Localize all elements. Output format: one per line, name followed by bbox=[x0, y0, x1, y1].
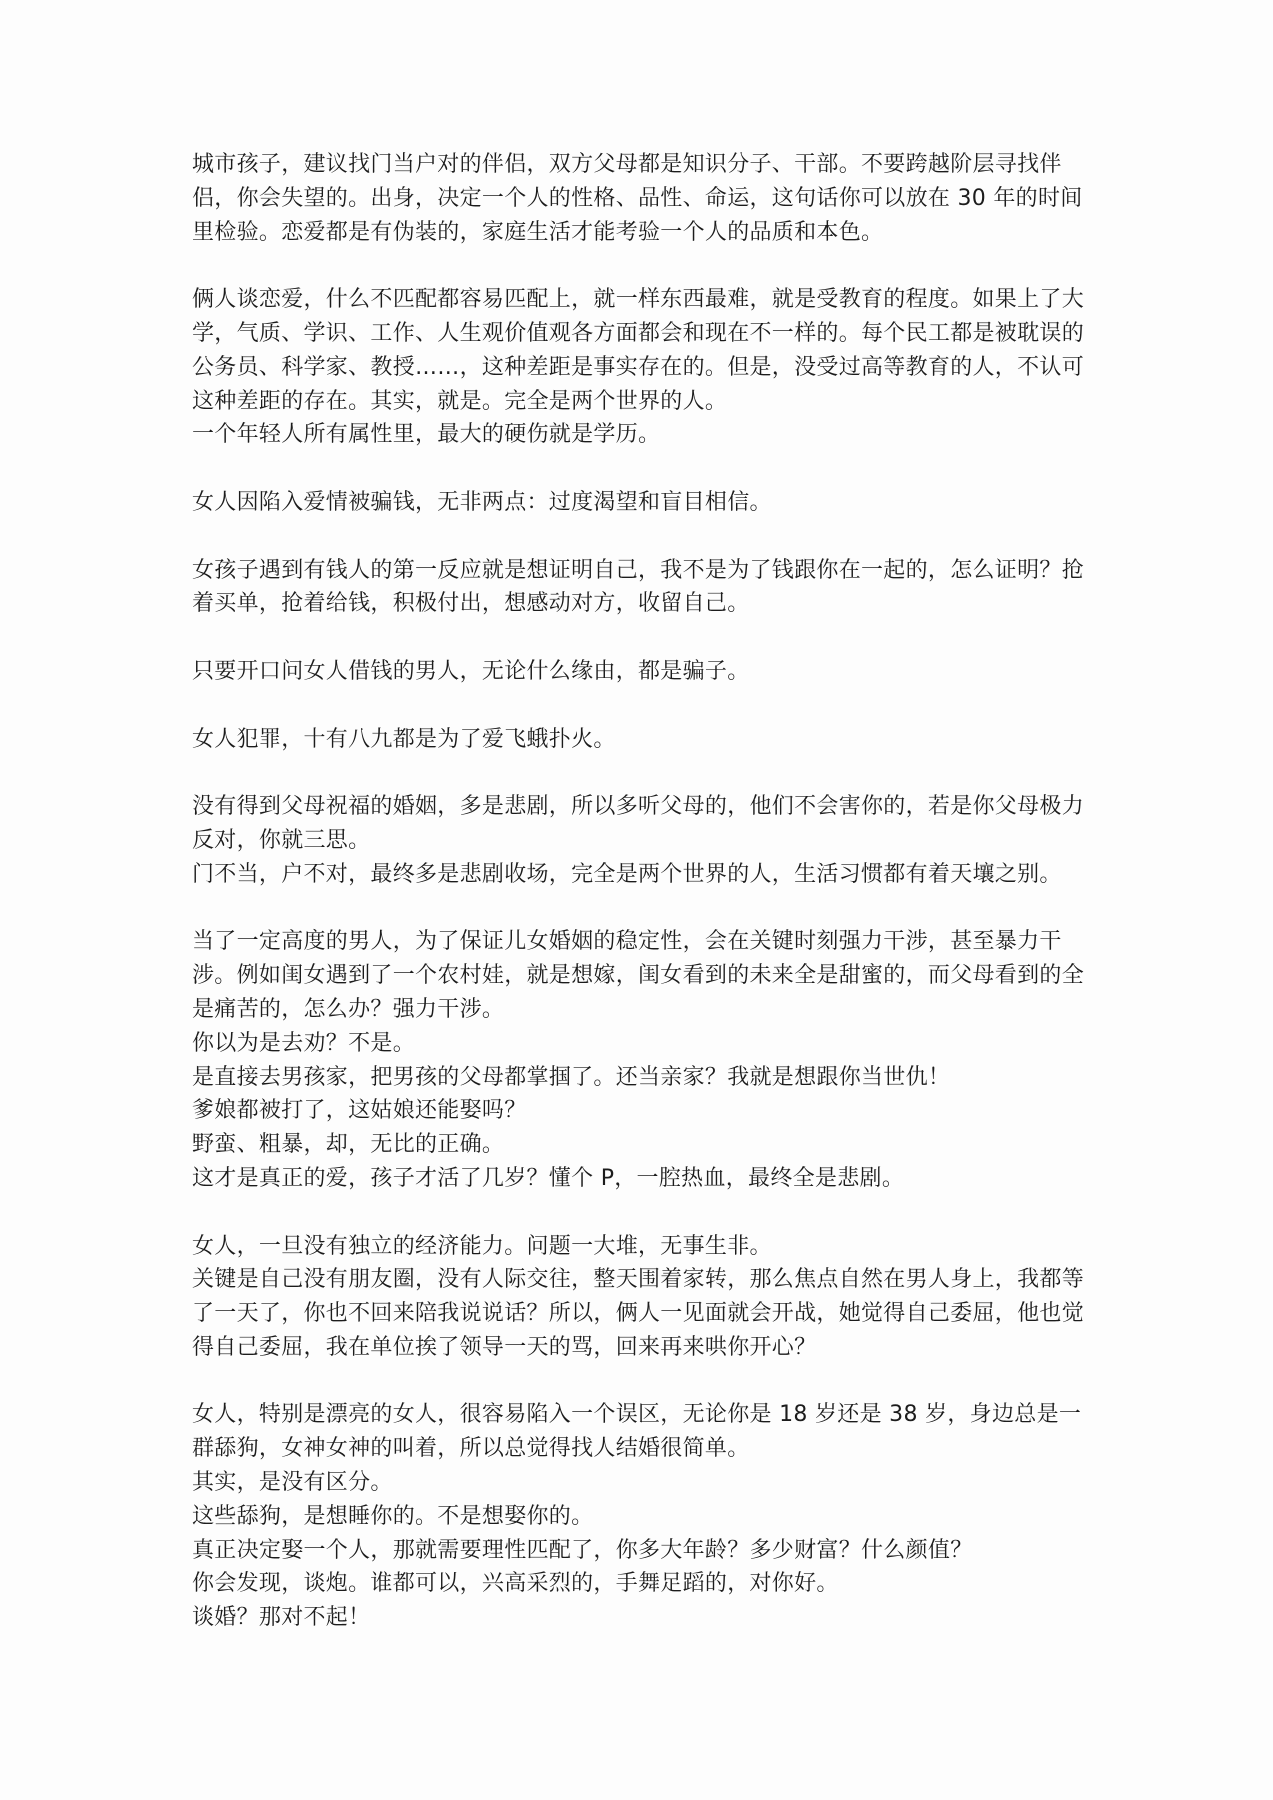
text-line: 女人，特别是漂亮的女人，很容易陷入一个误区，无论你是 18 岁还是 38 岁，身边总是一群舔狗，女神女神的叫着，所以总觉得找人结婚很简单。 bbox=[192, 1402, 1082, 1462]
paragraph bbox=[192, 283, 1092, 452]
text-line: 你以为是去劝？不是。 bbox=[192, 1030, 416, 1056]
paragraph bbox=[192, 148, 1092, 249]
document-body bbox=[192, 148, 1092, 1669]
text-line: 女人因陷入爱情被骗钱，无非两点：过度渴望和盲目相信。 bbox=[192, 489, 772, 515]
text-line: 女人，一旦没有独立的经济能力。问题一大堆，无事生非。 bbox=[192, 1233, 772, 1259]
text-line: 一个年轻人所有属性里，最大的硬伤就是学历。 bbox=[192, 422, 661, 448]
paragraph bbox=[192, 655, 1092, 689]
text-line: 你会发现，谈炮。谁都可以，兴高采烈的，手舞足蹈的，对你好。 bbox=[192, 1571, 839, 1597]
text-line: 俩人谈恋爱，什么不匹配都容易匹配上，就一样东西最难，就是受教育的程度。如果上了大学，气质、学识、工作、人生观价值观各方面都会和现在不一样的。每个民工都是被耽误的公务员、科学家、教授……，这种差距是事实存在的。但是，没受过高等教育的人，不认可这种差距的存在。其实，就是。完全是两个世界的人。 bbox=[192, 287, 1085, 414]
text-line: 谈婚？那对不起！ bbox=[192, 1605, 371, 1631]
text-line: 这些舔狗，是想睡你的。不是想娶你的。 bbox=[192, 1503, 594, 1529]
text-line: 野蛮、粗暴，却，无比的正确。 bbox=[192, 1132, 505, 1158]
text-line: 没有得到父母祝福的婚姻，多是悲剧，所以多听父母的，他们不会害你的，若是你父母极力反对，你就三思。 bbox=[192, 794, 1085, 853]
text-line: 关键是自己没有朋友圈，没有人际交往，整天围着家转，那么焦点自然在男人身上，我都等了一天了，你也不回来陪我说说话？所以，俩人一见面就会开战，她觉得自己委屈，他也觉得自己委屈，我在单位挨了领导一天的骂，回来再来哄你开心？ bbox=[192, 1267, 1085, 1360]
text-line: 城市孩子，建议找门当户对的伴侣，双方父母都是知识分子、干部。不要跨越阶层寻找伴侣，你会失望的。出身，决定一个人的性格、品性、命运，这句话你可以放在 30 年的时间里检验。恋爱都是有伪装的，家庭生活才能考验一个人的品质和本色。 bbox=[192, 152, 1083, 245]
text-line: 只要开口问女人借钱的男人，无论什么缘由，都是骗子。 bbox=[192, 658, 750, 684]
text-line: 这才是真正的爱，孩子才活了几岁？懂个 P，一腔热血，最终全是悲剧。 bbox=[192, 1165, 905, 1191]
text-line: 真正决定娶一个人，那就需要理性匹配了，你多大年龄？多少财富？什么颜值？ bbox=[192, 1537, 973, 1563]
paragraph bbox=[192, 486, 1092, 520]
text-line: 是直接去男孩家，把男孩的父母都掌掴了。还当亲家？我就是想跟你当世仇！ bbox=[192, 1064, 951, 1090]
paragraph bbox=[192, 1230, 1092, 1365]
paragraph bbox=[192, 723, 1092, 757]
paragraph bbox=[192, 925, 1092, 1195]
text-line: 女孩子遇到有钱人的第一反应就是想证明自己，我不是为了钱跟你在一起的，怎么证明？抢着买单，抢着给钱，积极付出，想感动对方，收留自己。 bbox=[192, 557, 1085, 617]
text-line: 其实，是没有区分。 bbox=[192, 1470, 393, 1496]
paragraph bbox=[192, 790, 1092, 891]
text-line: 女人犯罪，十有八九都是为了爱飞蛾扑火。 bbox=[192, 726, 616, 752]
text-line: 门不当，户不对，最终多是悲剧收场，完全是两个世界的人，生活习惯都有着天壤之别。 bbox=[192, 861, 1062, 887]
text-line: 当了一定高度的男人，为了保证儿女婚姻的稳定性，会在关键时刻强力干涉，甚至暴力干涉。例如闺女遇到了一个农村娃，就是想嫁，闺女看到的未来全是甜蜜的，而父母看到的全是痛苦的，怎么办？强力干涉。 bbox=[192, 929, 1085, 1022]
paragraph bbox=[192, 554, 1092, 622]
text-line: 爹娘都被打了，这姑娘还能娶吗？ bbox=[192, 1098, 527, 1124]
paragraph bbox=[192, 1398, 1092, 1635]
